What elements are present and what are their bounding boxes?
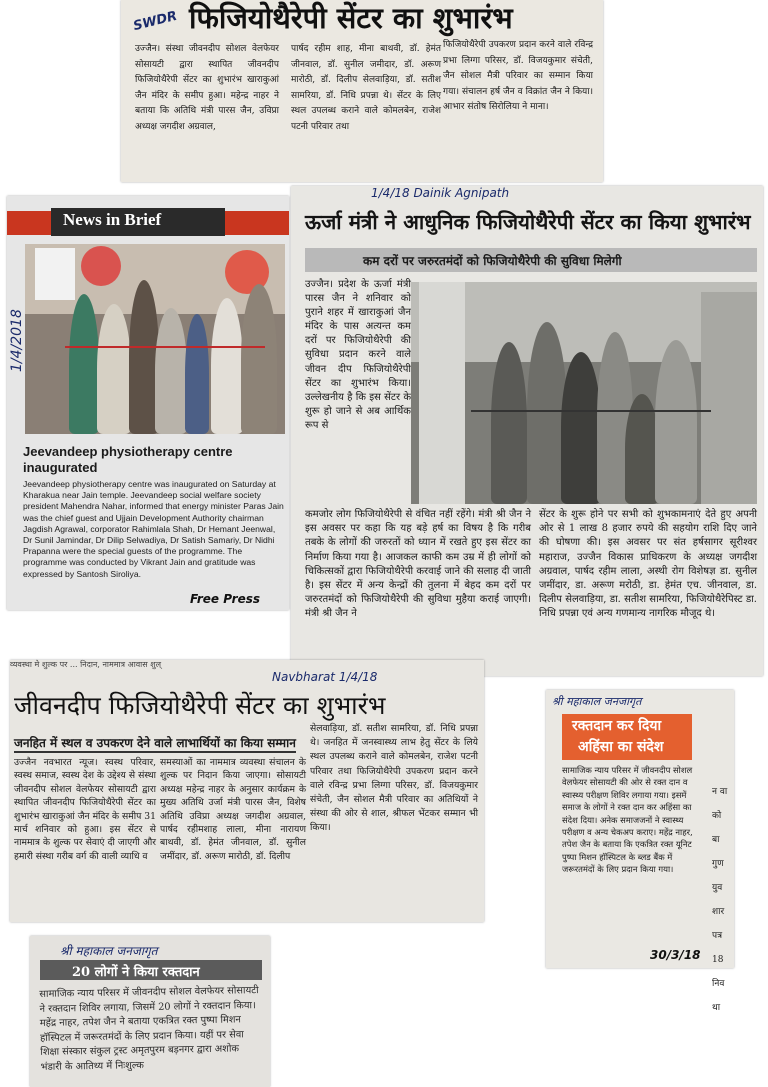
article-column-2: पार्षद रहीम शाह, मीना बाथवी, डॉ. हेमंत जीनवाल, डॉ. सुनील जमीदार, डॉ. अरूण मारोठी, डॉ. दिलीप सेलवाड़िया, डॉ. सतीश सामरिया, डॉ. निधि प्रपन्ना थे। सेंटर के लिए स्थल उपलब्ध कराने वाले कोमलबेन, राजेश पटनी परिवार तथा [291,44,441,132]
inauguration-photo [25,244,285,434]
article-body: सामाजिक न्याय परिसर में जीवनदीप सोशल वेलफेयर सोसायटी ने रक्तदान शिविर लगाया, जिसमें 20 लोगों ने रक्तदान किया। महेंद्र नाहर, तपेश जैन ने बताया एकत्रित रक्त पुष्पा मिशन हॉस्पिटल में जरूरतमंदों के लिए प्रदान किया। यहीं पर सेवा शिक्षा संस्कार संकुल ट्रस्ट अमृतपुरम बड़नगर द्वारा अशोक भंडारी के आतिथ्य में निःशुल्क [39,985,259,1073]
adjacent-column-fragment: न वा को बा गुण युव शार पत्र 18 निव था [712,787,728,1013]
clipping-physio-inauguration-1 [121,0,603,182]
headline: फिजियोथैरेपी सेंटर का शुभारंभ [189,1,513,35]
clipping-energy-minister [291,186,763,676]
clipping-blood-donation [546,690,734,1013]
headline-line-1: रक्तदान कर दिया [572,718,662,734]
headline: जीवनदीप फिजियोथैरेपी सेंटर का शुभारंभ [14,691,386,720]
clipping-news-in-brief [7,196,289,610]
article-body: Jeevandeep physiotherapy centre was inaugurated on Saturday at Kharakua near Jain temple. Jeevandeep social welfare society president Mahendra Nahar, informed that energy minister Paras Jain was the chief guest and Ujjain Development Authority chairman Jagdish Agrawal, corporator Rahimlala Shah, Dr Hemant Jeenwal, Dr Sunil Jamindar, Dr Dilip Selwadiya, Dr Satish Samariy, Dr Nidhi Prapanna were the special guests of the programme. The programme was conducted by Vikrant Jain and gratitude was expressed by Santosh Siroliya. [23,479,284,579]
clipping-20-blood-donors [30,936,270,1087]
cutoff-top-text: व्यवस्था मे शुल्क पर ... निदान, नाममात्र आवास शुल् [10,660,162,669]
subheadline: कम दरों पर जरुरतमंदों को फिजियोथैरेपी की सुविधा मिलेगी [363,254,622,268]
article-column-1: उज्जैन। प्रदेश के ऊर्जा मंत्री पारस जैन ने शनिवार को पुराने शहर में खाराकुआं जैन मंदिर के पास अत्यन्त कम दरों पर फिजियोथैरेपी की सुविधा प्रदान करने वाले जीवन दीप फिजियोथैरेपी सेंटर का शुभारंभ किया। उल्लेखनीय है कि इस सेंटर के शुरू हो जाने से अब आर्थिक रूप से [305,279,411,431]
article-column-2: कमजोर लोग फिजियोथैरेपी से वंचित नहीं रहेंगे। मंत्री श्री जैन ने इस अवसर पर कहा कि यह बड़े हर्ष का विषय है कि गरीब तबके के लोगों की जरुरतों को ध्यान में रखते हुए इस सेंटर का निर्माण किया गया है। आजकल काफी कम उम्र में ही लोगों को चिकित्सकों द्वारा फिजियोथैरेपी करवाई जाने की सलाह दी जाती है। इस सेंटर में अन्य केन्द्रों की तुलना में बेहद कम दरों पर जरुरतमंदों को फिजियोथैरेपी की सुविधा मुहैया कराई जाएगी। मंत्री श्री जैन ने [305,509,531,620]
article-headline: Jeevandeep physiotherapy centre inaugurated [23,444,233,475]
headline-line-2: अहिंसा का संदेश [578,739,664,755]
handwritten-date: 1/4/2018 [9,309,25,372]
handwritten-source: श्री महाकाल जनजागृत [552,695,642,708]
handwritten-source: Free Press [190,592,261,606]
handwritten-date-source: 1/4/18 Dainik Agnipath [371,186,510,200]
article-column-3: सेंटर के शुरू होने पर सभी को शुभकामनाएं देते हुए अपनी ओर से 1 लाख 8 हजार रुपये की सहयोग राशि दिए जाने की घोषणा की। इस अवसर पर संत हर्षसागर सूरीश्वर महाराज, उज्जैन विकास प्राधिकरण के अध्यक्ष जगदीश अग्रवाल, पार्षद रहीम लाला, अस्थी रोग विशेषज्ञ डा. सुनील जमींदार, डा. अरूण मरोठी, डा. हेमंत एच. जीनवाल, डा. दिलीप सेलवाड़िया, डा. सतीश सामरिया, फिजियोथैरेपिस्ट डा. निधि प्रपन्ना एवं अन्य गणमान्य नागरिक मौजूद थे। [539,509,757,620]
article-column-1: उज्जैन। संस्था जीवनदीप सोशल वेलफेयर सोसायटी द्वारा स्थापित जीवनदीप फिजियोथैरेपी सेंटर का शुभारंभ खाराकुआं जैन मंदिर के समीप हुआ। महेन्द्र नाहर ने बताया कि अतिथि मंत्री पारस जैन, उविप्रा अध्यक्ष जगदीश अग्रवाल, [135,44,279,132]
news-in-brief-banner: News in Brief [63,210,162,229]
article-column-3: फिजियोथैरेपी उपकरण प्रदान करने वाले रविन्द्र प्रभा लिग्गा परिसर, डॉ. विजयकुमार संचेती, जैन सोशल मैत्री परिवार का सम्मान किया गया। संचालन हर्ष जैन व विक्रांत जैन ने किया। आभार संतोष सिरोलिया ने माना। [443,40,593,113]
article-column-2: समस्याओं का नाममात्र व्यवस्था संचालन के शुल्क पर निदान किया जाएगा। सोसायटी अध्यक्ष महेन्द्र नाहर के अनुसार कार्यक्रम के मुख्य अतिथि उर्जा मंत्री पारस जैन, विशेष अतिथि उविप्रा अध्यक्ष जगदीश अग्रवाल, पार्षद रहीमशाह लाला, मीना नारायण बाथवी, डॉ. हेमंत जीनवाल, डॉ. सुनील जमींदार, डॉ. अरूण मारोठी, डॉ. दिलीप [160,757,306,862]
headline: 20 लोगों ने किया रक्तदान [72,965,200,980]
ribbon-cutting-photo [411,282,757,504]
article-column-1: उज्जैन नवभारत न्यूज। स्वस्थ परिवार, स्वस्थ समाज, स्वस्थ देश के उद्देश्य से संस्था जीवनदीप सोशल वेलफेयर सोसायटी द्वारा स्थापित जीवनदीप फिजियोथैरेपी सेंटर का शुभारंभ खाराकुआं जैन मंदिर के समीप 31 मार्च शनिवार को हुआ। इस सेंटर से नाममात्र के शुल्क पर सेवाएं दी जाएगी और हमारी संस्था गरीब वर्ग की वाली व्याधि व [14,757,156,862]
handwritten-source-date: Navbharat 1/4/18 [272,670,378,684]
headline: ऊर्जा मंत्री ने आधुनिक फिजियोथैरेपी सेंटर का किया शुभारंभ [305,210,751,234]
handwritten-source-note: SWDR [131,8,179,35]
article-column-3: सेलवाड़िया, डॉ. सतीश सामरिया, डॉ. निधि प्रपन्ना थे। जनहित में जनस्वास्थ्य लाभ हेतु सेंटर के लिये स्थल उपलब्ध कराने वाले कोमलबेन, राजेश पटनी परिवार तथा फिजियोथैरेपी उपकरण प्रदान करने वाले रविन्द्र प्रभा लिग्गा परिसर, डॉ. विजयकुमार संचेती, जैन सोशल मैत्री परिवार का अतिथियों ने संस्था की ओर से शाल, श्रीफल भेंटकर सम्मान भी किया। [310,723,478,834]
handwritten-source: श्री महाकाल जनजागृत [60,944,158,958]
clipping-jeevandeep-navbharat [10,660,484,922]
article-body: सामाजिक न्याय परिसर में जीवनदीप सोशल वेलफेयर सोसायटी की ओर से रक्त दान व स्वास्थ्य परीक्षण शिविर लगाया गया। इसमें समाज के लोगों ने रक्त दान कर अहिंसा का संदेश दिया। अनेक समाजजनों ने स्वास्थ्य परीक्षण व अन्य चेकअप कराए। महेंद्र नाहर, तपेश जैन के बताया कि एकत्रित रक्त यूनिट पुष्पा मिशन हॉस्पिटल के ब्लड बैंक में जरूरतमंदों के लिए प्रदान किया गया। [562,765,693,875]
handwritten-date: 30/3/18 [650,948,701,962]
subheadline: जनहित में स्थल व उपकरण देने वाले लाभार्थियों का किया सम्मान [14,734,296,753]
